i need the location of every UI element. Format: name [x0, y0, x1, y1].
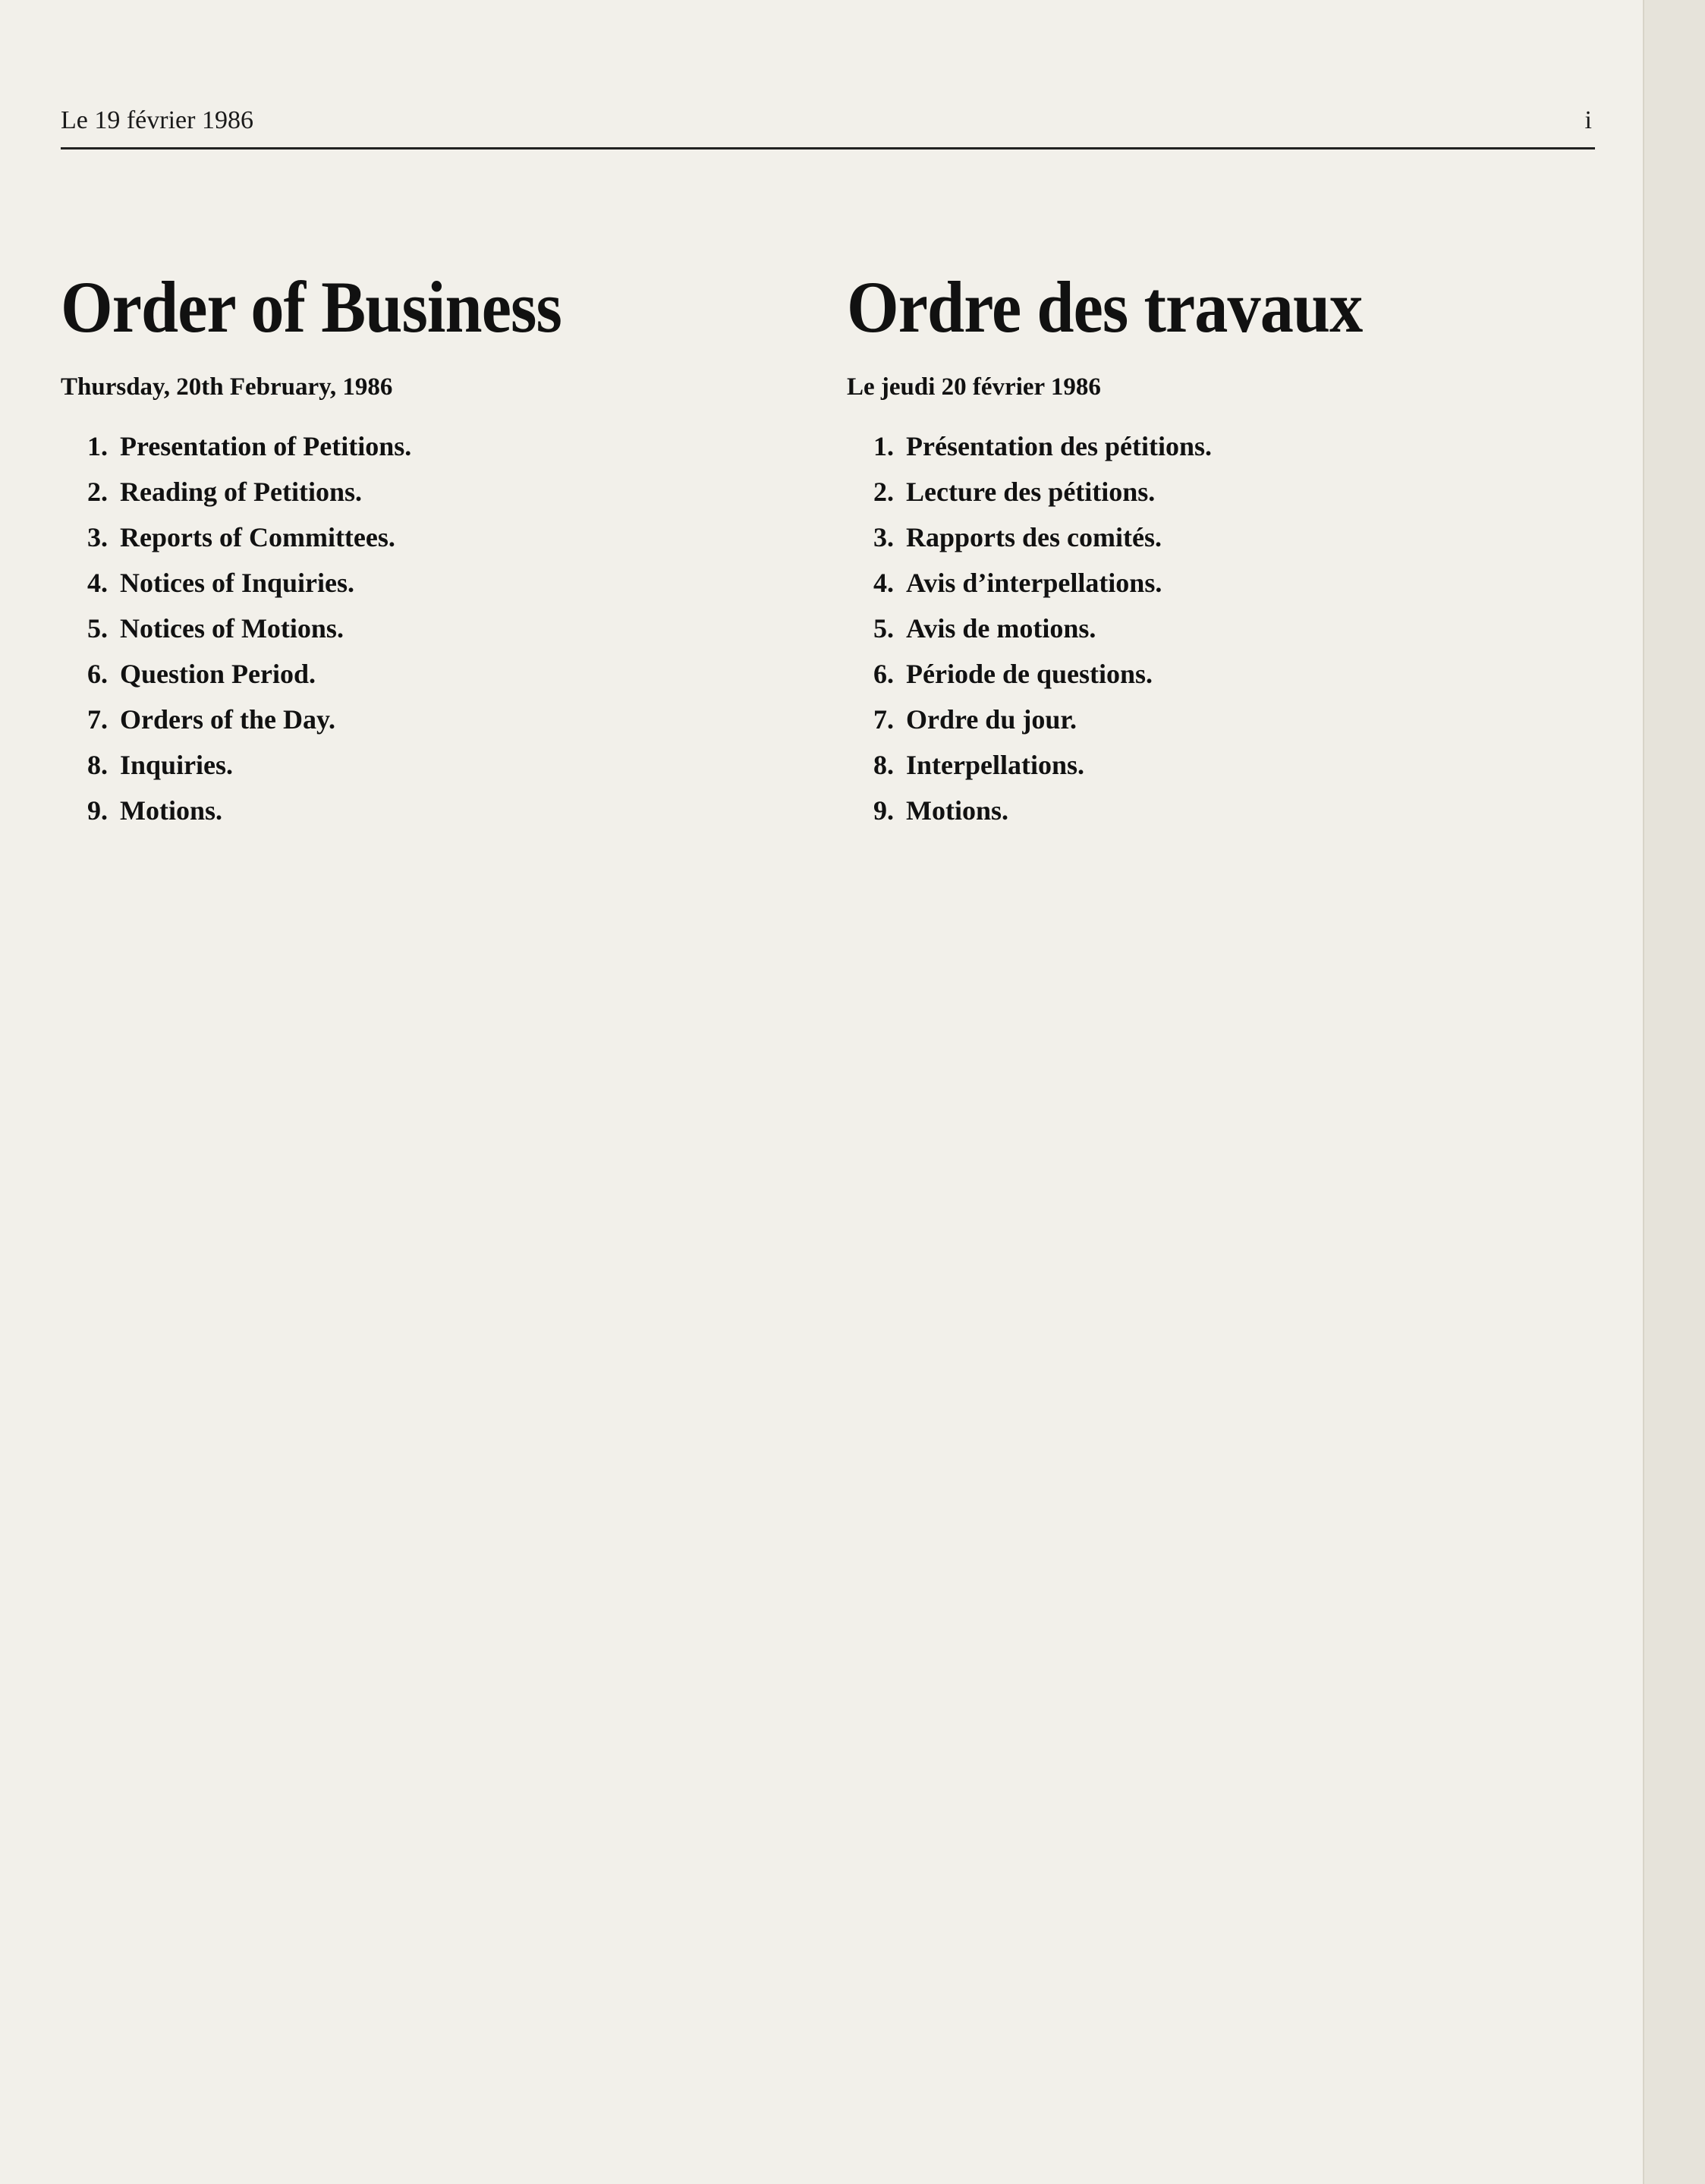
agenda-item-number: 9. [87, 795, 108, 826]
english-column [61, 266, 819, 833]
agenda-item [847, 742, 1606, 788]
agenda-item-number: 2. [873, 477, 894, 507]
agenda-item-label: Inquiries. [120, 750, 234, 780]
running-header [61, 105, 1595, 149]
agenda-item-number: 9. [873, 795, 894, 826]
agenda-item-label: Orders of the Day. [120, 704, 335, 735]
agenda-item-number: 6. [87, 659, 108, 689]
agenda-item-number: 1. [873, 431, 894, 461]
agenda-item [847, 515, 1606, 560]
agenda-item-number: 8. [87, 750, 108, 780]
agenda-item-label: Motions. [906, 795, 1008, 826]
english-date: Thursday, 20th February, 1986 [61, 373, 393, 401]
agenda-item [61, 560, 819, 606]
agenda-item-number: 7. [873, 704, 894, 735]
agenda-item [61, 469, 819, 515]
agenda-item-label: Notices of Inquiries. [120, 568, 354, 598]
agenda-item-label: Motions. [120, 795, 222, 826]
header-date: Le 19 février 1986 [61, 106, 253, 134]
english-title: Order of Business [61, 266, 562, 348]
agenda-item-label: Avis d’interpellations. [906, 568, 1162, 598]
agenda-item [61, 697, 819, 742]
agenda-item-label: Avis de motions. [906, 613, 1096, 644]
agenda-item [847, 697, 1606, 742]
agenda-item [847, 423, 1606, 469]
agenda-item-number: 4. [873, 568, 894, 598]
agenda-item-number: 6. [873, 659, 894, 689]
agenda-item-label: Période de questions. [906, 659, 1153, 689]
agenda-item-number: 5. [873, 613, 894, 644]
agenda-item [847, 560, 1606, 606]
agenda-item [847, 788, 1606, 833]
agenda-item-number: 1. [87, 431, 108, 461]
agenda-item-number: 5. [87, 613, 108, 644]
agenda-item [61, 742, 819, 788]
agenda-item [847, 469, 1606, 515]
agenda-item-label: Ordre du jour. [906, 704, 1077, 735]
agenda-item [847, 651, 1606, 697]
agenda-item-number: 3. [87, 522, 108, 552]
agenda-item [61, 423, 819, 469]
french-agenda-list [847, 423, 1606, 833]
agenda-item-label: Présentation des pétitions. [906, 431, 1212, 461]
agenda-item-label: Rapports des comités. [906, 522, 1162, 552]
agenda-item-number: 8. [873, 750, 894, 780]
agenda-item-label: Interpellations. [906, 750, 1085, 780]
agenda-item-label: Reports of Committees. [120, 522, 395, 552]
agenda-item [847, 606, 1606, 651]
french-date: Le jeudi 20 février 1986 [847, 373, 1101, 401]
agenda-item-label: Reading of Petitions. [120, 477, 362, 507]
page-edge [1643, 0, 1705, 2184]
agenda-item-label: Notices of Motions. [120, 613, 344, 644]
agenda-item [61, 651, 819, 697]
agenda-item-number: 3. [873, 522, 894, 552]
agenda-item [61, 788, 819, 833]
page-number: i [1584, 106, 1592, 134]
agenda-item-label: Question Period. [120, 659, 316, 689]
agenda-item [61, 515, 819, 560]
english-agenda-list [61, 423, 819, 833]
french-title: Ordre des travaux [847, 266, 1363, 348]
agenda-item [61, 606, 819, 651]
agenda-item-number: 7. [87, 704, 108, 735]
agenda-item-number: 2. [87, 477, 108, 507]
agenda-item-label: Lecture des pétitions. [906, 477, 1156, 507]
agenda-item-number: 4. [87, 568, 108, 598]
agenda-item-label: Presentation of Petitions. [120, 431, 412, 461]
french-column [847, 266, 1606, 833]
